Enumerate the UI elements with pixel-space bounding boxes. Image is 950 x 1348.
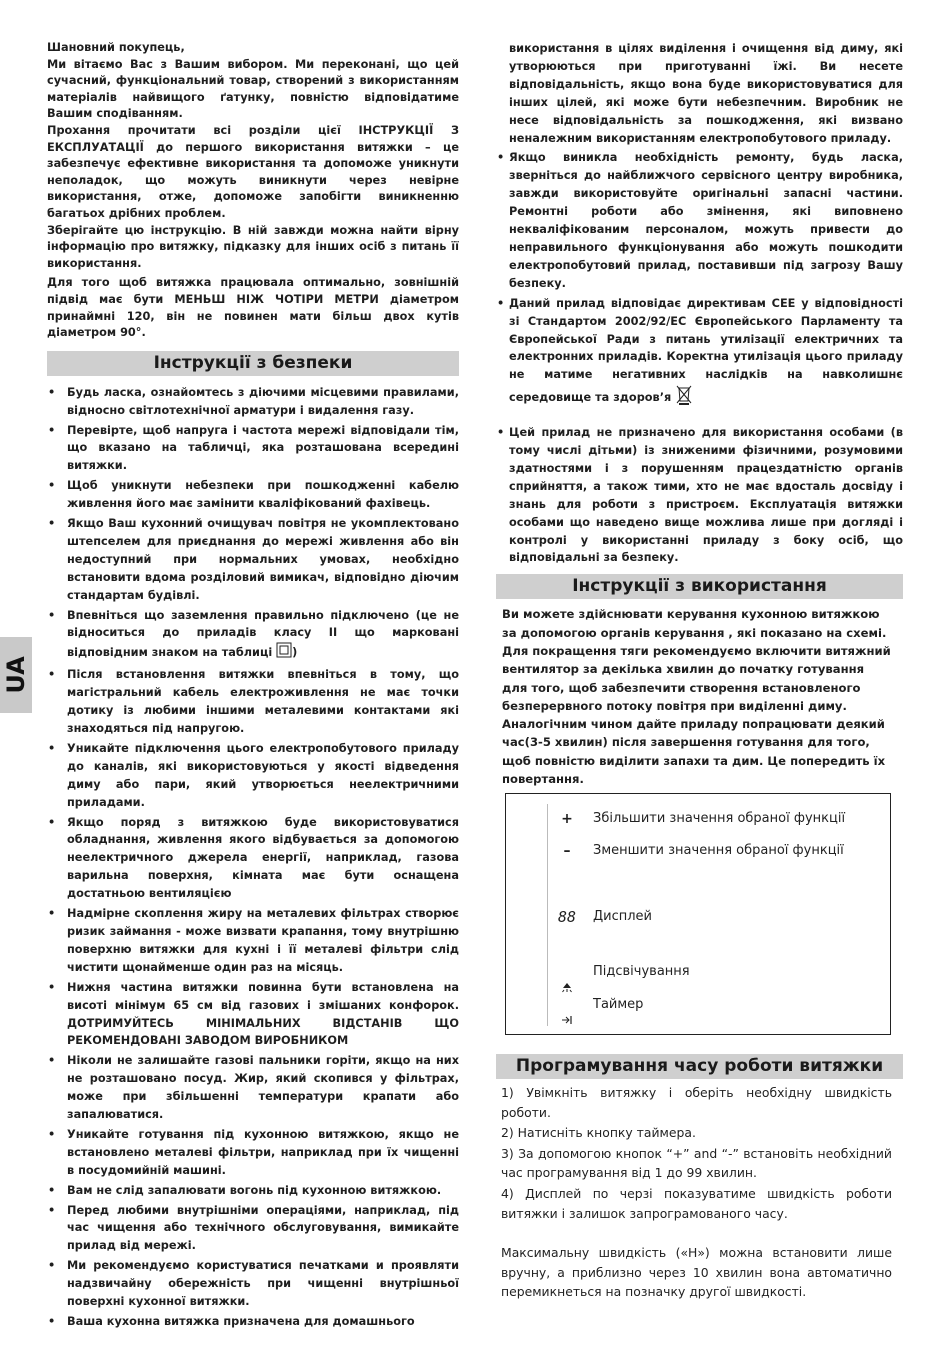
language-tab: [0, 637, 32, 713]
timer-button[interactable]: [550, 1011, 584, 1031]
intro-paragraph: Для того щоб витяжка працювала оптимально, зовнішній підвід має бути МЕНЬШ НІЖ ЧОТІРИ МЕТРИ діаметром принаймні 120, він не повинен мати більш двох кутів діаметром 90°.: [47, 276, 459, 340]
usage-line: час(3-5 хвилин) після завершення готування для того,: [502, 735, 870, 750]
list-item-text-tail: ): [292, 646, 298, 660]
list-item: • Ваша кухонна витяжка призначена для домашнього: [47, 1313, 459, 1331]
usage-heading: Інструкції з використання: [496, 574, 903, 599]
usage-text: [496, 605, 903, 788]
list-item: [47, 607, 459, 665]
timer-button-row: [506, 1011, 890, 1031]
step-item: 4) Дисплей по черзі показуватиме швидкість роботи витяжки і залишок запрограмованого часу.: [501, 1185, 892, 1221]
list-item: • Після встановлення витяжки впевніться в тому, що магістральний кабель електроживлення не має точки дотику із любими іншими металевими контактами які знаходяться під напругою.: [47, 666, 459, 738]
list-item: • Перевірте, щоб напруга і частота мережі відповідали тім, що вказано на табличці, яка розташована всередині витяжки.: [47, 422, 459, 476]
usage-line: вентилятор за декілька хвилин до початку готування: [502, 662, 865, 677]
step-item: 2) Натисніть кнопку таймера.: [501, 1125, 696, 1141]
usage-line: для того, щоб забезпечити створення встановленого: [502, 680, 861, 695]
safety-heading: Інструкції з безпеки: [47, 351, 459, 376]
list-item: • Якщо виникла необхідність ремонту, будь ласка, зверніться до найближчого сервісного центру виробника, завжди використовуйте оригінальні запасні частини. Ремонтні роботи або змінення, які виповнено некваліфікованим персоналом, можуть привести до неправильного функціонування або можуть пошкодити електропобутовий прилад, поставивши під загрозу Вашу безпеку.: [496, 149, 903, 292]
light-label: Підсвічування: [593, 964, 690, 979]
language-tab-label: UA: [2, 656, 30, 694]
list-item: • Щоб уникнути небезпеки при пошкодженні кабелю живлення його має замінити кваліфікований фахівець.: [47, 477, 459, 513]
weee-bin-icon: [675, 384, 693, 412]
programming-steps: [496, 1083, 903, 1302]
display-readout: 88: [557, 908, 577, 926]
list-item: • Будь ласка, ознайомтесь з діючими місцевими правилами, відносно світлотехнічної арматури і видалення газу.: [47, 384, 459, 420]
usage-line: Ви можете здійснювати керування кухонною витяжкою: [502, 607, 880, 622]
display-label: Дисплей: [593, 909, 653, 924]
safety-list-continued: [496, 40, 903, 567]
plus-button[interactable]: +: [561, 811, 573, 827]
list-item-text: Даний прилад відповідає директивам CEE у відповідності зі Стандартом 2002/92/EC Європейського Парламенту та Європейської Ради з питань утилізації електричних та електронних приладів. Коректна утилізація цього приладу не матиме негативних наслідків на навколишнє середовище та здоров’я: [509, 296, 903, 405]
usage-line: щоб повністю виділити запахи та дим. Це попередить їх: [502, 753, 886, 768]
intro-paragraph: Зберігайте цю інструкцію. В ній завжди можна найти вірну інформацію про витяжку, підказку для інших осіб з питань її використання.: [47, 223, 459, 270]
list-item-continued: використання в цілях виділення і очищення від диму, які утворюються при приготуванні їжі. Ви несете відповідальність, якщо вона буде використовуватися для інших цілей, які може бути небезпечним. Виробник не несе відповідальність за пошкодження, які визвано неналежним використанням електропобутового приладу.: [509, 42, 903, 145]
list-item: • Уникайте готування під кухонною витяжкою, якщо не встановлено металеві фільтри, наприклад при їх чищенні в посудомийній машині.: [47, 1126, 459, 1180]
usage-line: безперервного потоку повітря при виділенні диму.: [502, 698, 847, 713]
display-row: [506, 907, 890, 927]
programming-section: [496, 1054, 903, 1302]
step-item: 1) Увімкніть витяжку і оберіть необхідну швидкість роботи.: [501, 1085, 892, 1120]
left-column: [47, 40, 459, 1333]
usage-line: Для покращення тяги рекомендуємо включити витяжний: [502, 643, 891, 658]
minus-label: Зменшити значення обраної функції: [593, 843, 844, 858]
list-item: • Перед любими внутрішніми операціями, наприклад, під час чищення або технічного обслуговування, вимикайте прилад від мережі.: [47, 1202, 459, 1256]
usage-line: за допомогою органів керування , які показано на схемі.: [502, 625, 887, 640]
class-ii-icon: [276, 642, 292, 664]
light-icon: [561, 981, 573, 993]
plus-row: [506, 809, 890, 829]
timer-label: Таймер: [593, 997, 644, 1012]
list-item: • Ніколи не залишайте газові пальники горіти, якщо на них не розташовано посуд. Жир, який скопився у фільтрах, може при збільшенні температури крапати або запалюватися.: [47, 1052, 459, 1124]
timer-icon: [561, 1015, 573, 1025]
usage-line: Аналогічним чином дайте приладу попрацювати деякий: [502, 717, 885, 732]
intro-paragraph: Ми вітаємо Вас з Вашим вибором. Ми переконані, що цей сучасний, функціональний товар, створений з використанням матеріалів найвищого ґатунку, повністю відповідатиме Вашим сподіванням.: [47, 57, 459, 121]
usage-line: повертання.: [502, 772, 584, 787]
programming-heading: Програмування часу роботи витяжки: [496, 1054, 903, 1079]
list-item: • Нижня частина витяжки повинна бути встановлена на висоті мінімум 65 см від газових і змішаних конфорок. ДОТРИМУЙТЕСЬ МІНІМАЛЬНИХ ВІДСТАНІВ ЩО РЕКОМЕНДОВАНІ ЗАВОДОМ ВИРОБНИКОМ: [47, 979, 459, 1051]
list-item: • Уникайте підключення цього електропобутового приладу до каналів, які використовуються у якості відведення диму або пари, який утворюється неелектричними приладами.: [47, 740, 459, 812]
list-item: • Ми рекомендуємо користуватися печатками и проявляти надзвичайну обережність при чищенні внутрішньої поверхні кухонної витяжки.: [47, 1257, 459, 1311]
list-item: • Надмірне скоплення жиру на металевих фільтрах створює ризик займання - може визвати крапання, тому внутрішню поверхню витяжки для кухні і її металеві фільтри слід чистити щонайменше один раз на місяць.: [47, 905, 459, 977]
minus-row: [506, 841, 890, 861]
control-panel-diagram: [505, 793, 891, 1035]
speed-note: Максимальну швидкість («H») можна встановити лише вручну, а приблизно через 10 хвилин вона автоматично перемикнеться на позначку другої швидкості.: [501, 1245, 892, 1300]
greeting: Шановний покупець,: [47, 41, 185, 54]
minus-button[interactable]: –: [563, 843, 571, 859]
list-item: • Якщо Ваш кухонний очищувач повітря не укомплектовано штепселем для приєднання до мережі живлення або він недоступний при нормальних умовах, необхідно встановити вдома розділовий вимикач, відповідно діючим стандартам будівлі.: [47, 515, 459, 605]
safety-list: [47, 384, 459, 1331]
intro-section: [47, 40, 459, 342]
list-item: • Цей прилад не призначено для використання особами (в тому числі дітьми) із зниженими фізичними, розумовими здатностями і з порушенням працездатністю органів сприйняття, а також тими, хто не має вдосталь досвіду і знань для роботи з пристроєм. Експлуатація витяжки особами що наведено вище можлива лише при догляді і контролі у використанні приладу з боку осіб, що відповідальні за безпеку.: [496, 424, 903, 567]
step-item: 3) За допомогою кнопок “+” and “-” встановіть необхідний час програмування від 1 до 99 хвилин.: [501, 1145, 892, 1181]
list-item: • Вам не слід запалювати вогонь під кухонною витяжкою.: [47, 1182, 459, 1200]
list-item: [496, 295, 903, 412]
list-item: • Якщо поряд з витяжкою буде використовуватися обладнання, живлення якого відбувається за допомогою неелектричного джерела енергії, наприклад, газова варильна поверхня, кімната має бути оснащена достатньою вентиляцією: [47, 814, 459, 904]
list-item-text: Впевніться що заземлення правильно підключено (це не відноситься до приладів класу II що марковані відповідним знаком на таблиці: [67, 608, 459, 660]
plus-label: Збільшити значення обраної функції: [593, 811, 846, 826]
right-column: [496, 40, 903, 788]
intro-paragraph: Прохання прочитати всі розділи цієї ІНСТРУКЦІЇ З ЕКСПЛУАТАЦІЇ до першого використання витяжки – це забезпечує ефективне використання та допоможе уникнути неполадок, що можуть виникнути через невірне використання, отже, допоможе запобігти виникненню багатьох дрібних проблем.: [47, 123, 459, 220]
